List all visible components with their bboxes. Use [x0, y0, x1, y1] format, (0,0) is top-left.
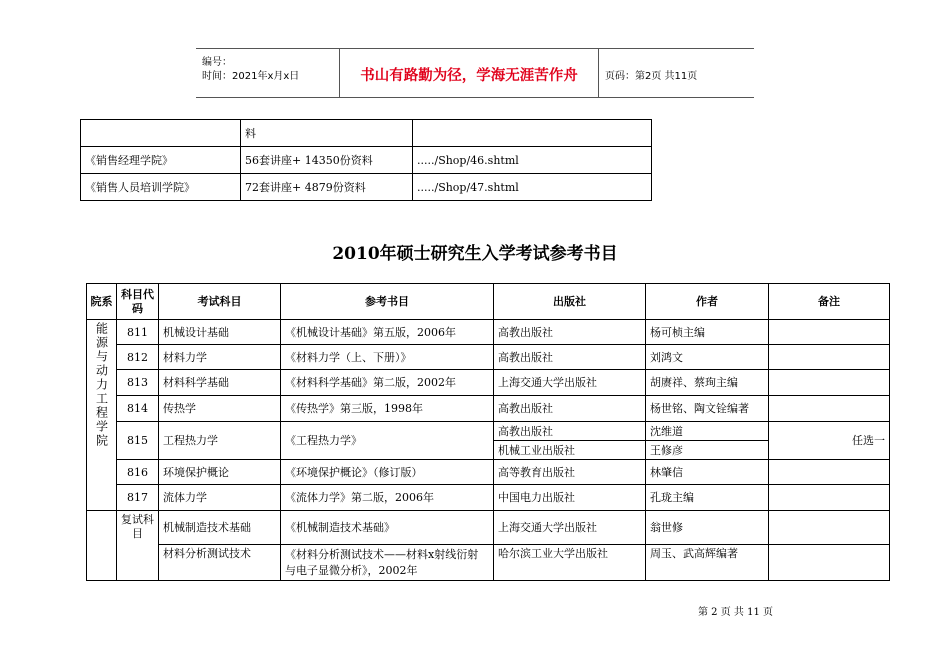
- author-cell: 周玉、武高辉编著: [646, 545, 769, 581]
- note-cell: 任选一: [769, 422, 890, 460]
- note-cell: [769, 320, 890, 345]
- book-cell: 《机械制造技术基础》: [281, 511, 494, 545]
- header-book: 参考书目: [281, 284, 494, 320]
- author-cell: 刘鸿文: [646, 345, 769, 370]
- table-row: [81, 147, 652, 174]
- publisher-cell: 高教出版社: [494, 320, 646, 345]
- header-subject: 考试科目: [159, 284, 281, 320]
- note-cell: [769, 460, 890, 485]
- page-footer: 第 2 页 共 11 页: [698, 607, 773, 618]
- code-cell: 复试科目: [117, 511, 159, 581]
- code-cell: 816: [117, 460, 159, 485]
- header-dept: 院系: [87, 284, 117, 320]
- resource-link[interactable]: ...../Shop/47.shtml: [413, 174, 652, 201]
- page-header: [196, 48, 754, 98]
- code-cell: 815: [117, 422, 159, 460]
- page-number-label: 页码：第2页 共11页: [605, 71, 698, 82]
- note-cell: [769, 485, 890, 511]
- table-row: [81, 174, 652, 201]
- resource-link[interactable]: ...../Shop/46.shtml: [413, 147, 652, 174]
- subject-cell: 传热学: [159, 396, 281, 422]
- header-left-cell: [196, 49, 340, 97]
- resource-link: [413, 120, 652, 147]
- book-cell: 《材料分析测试技术——材料x射线衍射与电子显微分析》，2002年: [281, 545, 494, 581]
- time-label: 时间：2021年x月x日: [202, 71, 300, 82]
- subject-cell: 材料分析测试技术: [159, 545, 281, 581]
- publisher-cell: 高等教育出版社: [494, 460, 646, 485]
- publisher-cell: 哈尔滨工业大学出版社: [494, 545, 646, 581]
- note-cell: [769, 396, 890, 422]
- book-cell: 《环境保护概论》（修订版）: [281, 460, 494, 485]
- publisher-cell: 高教出版社: [494, 345, 646, 370]
- book-cell: 《工程热力学》: [281, 422, 494, 460]
- code-cell: 811: [117, 320, 159, 345]
- header-center-cell: [340, 49, 599, 97]
- publisher-cell: [494, 422, 646, 460]
- publisher-option: 高教出版社: [498, 424, 553, 438]
- author-option: 王修彦: [646, 440, 768, 459]
- author-cell: [646, 422, 769, 460]
- book-cell: 《流体力学》第二版，2006年: [281, 485, 494, 511]
- table-row: [87, 485, 890, 511]
- book-list-table: [86, 283, 890, 581]
- resource-desc: 72套讲座+ 4879份资料: [241, 174, 413, 201]
- subject-cell: 机械制造技术基础: [159, 511, 281, 545]
- publisher-cell: 上海交通大学出版社: [494, 370, 646, 396]
- note-cell: [769, 345, 890, 370]
- author-option: 沈维道: [650, 424, 683, 438]
- book-list-title: 2010年硕士研究生入学考试参考书目: [332, 244, 618, 264]
- publisher-cell: 高教出版社: [494, 396, 646, 422]
- publisher-cell: 上海交通大学出版社: [494, 511, 646, 545]
- dept-name: 能源与动力工程学院: [94, 322, 109, 448]
- publisher-cell: 中国电力出版社: [494, 485, 646, 511]
- author-cell: 胡赓祥、蔡珣主编: [646, 370, 769, 396]
- subject-cell: 流体力学: [159, 485, 281, 511]
- subject-cell: 材料力学: [159, 345, 281, 370]
- book-cell: 《材料科学基础》第二版，2002年: [281, 370, 494, 396]
- header-publisher: 出版社: [494, 284, 646, 320]
- table-row: [87, 545, 890, 581]
- table-row: [87, 511, 890, 545]
- book-cell: 《机械设计基础》第五版，2006年: [281, 320, 494, 345]
- header-motto: 书山有路勤为径，学海无涯苦作舟: [360, 68, 578, 84]
- code-cell: 812: [117, 345, 159, 370]
- subject-cell: 材料科学基础: [159, 370, 281, 396]
- header-right-cell: [599, 49, 754, 97]
- book-cell: 《材料力学（上、下册）》: [281, 345, 494, 370]
- dept-cell-empty: [87, 511, 117, 581]
- table-row: [87, 422, 890, 460]
- author-cell: 林肇信: [646, 460, 769, 485]
- subject-cell: 工程热力学: [159, 422, 281, 460]
- resource-name: 《销售经理学院》: [81, 147, 241, 174]
- author-cell: 杨世铭、陶文铨编著: [646, 396, 769, 422]
- author-cell: 孔珑主编: [646, 485, 769, 511]
- author-cell: 翁世修: [646, 511, 769, 545]
- table-row: [87, 396, 890, 422]
- resource-name: 《销售人员培训学院》: [81, 174, 241, 201]
- author-cell: 杨可桢主编: [646, 320, 769, 345]
- header-code: 科目代码: [117, 284, 159, 320]
- note-cell: [769, 370, 890, 396]
- table-row: [87, 320, 890, 345]
- publisher-option: 机械工业出版社: [494, 440, 645, 459]
- table-row: [87, 370, 890, 396]
- subject-cell: 机械设计基础: [159, 320, 281, 345]
- resource-name: [81, 120, 241, 147]
- table-row: [81, 120, 652, 147]
- resource-desc: 料: [241, 120, 413, 147]
- book-cell: 《传热学》第三版，1998年: [281, 396, 494, 422]
- table-row: [87, 345, 890, 370]
- note-cell: [769, 511, 890, 545]
- table-row: [87, 460, 890, 485]
- code-cell: 814: [117, 396, 159, 422]
- code-cell: 817: [117, 485, 159, 511]
- header-note: 备注: [769, 284, 890, 320]
- resource-table: [80, 119, 652, 201]
- dept-cell: [87, 320, 117, 511]
- resource-desc: 56套讲座+ 14350份资料: [241, 147, 413, 174]
- number-label: 编号：: [202, 57, 232, 68]
- subject-cell: 环境保护概论: [159, 460, 281, 485]
- code-cell: 813: [117, 370, 159, 396]
- header-author: 作者: [646, 284, 769, 320]
- note-cell: [769, 545, 890, 581]
- table-header-row: [87, 284, 890, 320]
